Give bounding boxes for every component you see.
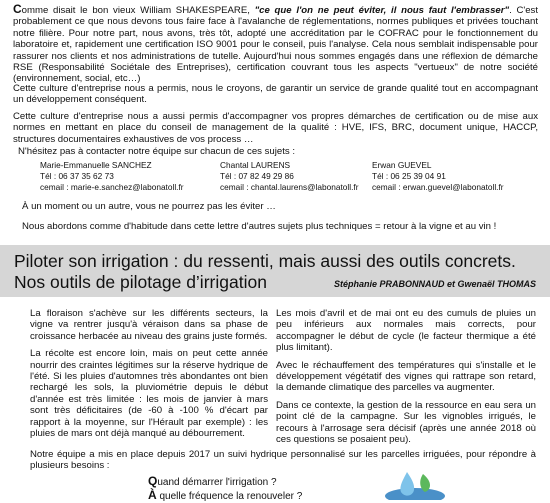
contact-name: Erwan GUEVEL: [372, 160, 432, 170]
contact-name: Chantal LAURENS: [220, 160, 291, 170]
water-drop-illustration: [385, 468, 445, 500]
intro-paragraph-6: Nous abordons comme d'habitude dans cette lettre d'autres sujets plus techniques = retour à la vigne et au vin !: [22, 221, 497, 232]
article-left-paragraph: La récolte est encore loin, mais on peut cette année nourrir des craintes légitimes sur la réserve hydrique de l'été. Si les pluies d'automnes très abondantes ont bien rechargé les sols, la pluviométrie depuis le début d'année est très limitée : les mois de janvier à mars sont très déficitaires (de -60 à -100 % d'écart par rapport à la moyenne, sur l'Hérault par exemple) : les pluies de mars ont déjà manqué au débourrement.: [30, 348, 268, 440]
need-item: Quand démarrer l'irrigation ?: [148, 474, 277, 488]
article-authors: Stéphanie PRABONNAUD et Gwenaël THOMAS: [333, 279, 536, 289]
contact-laurens: [220, 160, 358, 193]
article-header-banner: [0, 245, 550, 297]
intro-paragraph-5: À un moment ou un autre, vous ne pourrez pas les éviter …: [22, 201, 276, 212]
article-right-paragraph: Les mois d'avril et de mai ont eu des cumuls de pluies un peu inférieurs aux normales mais corrects, pour accompagner le début de cycle (le facteur thermique a été plus limitant).: [276, 308, 536, 354]
contact-sanchez: [40, 160, 184, 193]
intro-p1-start: omme disait le bon vieux William SHAKESPEARE,: [21, 5, 255, 16]
drop-cap: C: [13, 2, 22, 16]
intro-p1-rest: . C'est probablement ce que nous devons tous faire face à l'avalanche de réglementations, normes publiques et privées touchant notre filière. Pour notre part, nous avons, très tôt, adopté une accréditation par le COFRAC pour le fonctionnement du laboratoire et, rapidement une certification ISO 9001 pour le conseil, puis l'analyse. Cela nous semblait indispensable pour rassurer nos clients et nos administrations de tutelle. Aujourd'hui nous sommes engagés dans une réflexion de démarche RSE (Responsabilité Sociétale des Entreprises), certification couvrant tous les aspects "vertueux" de notre société (environnement, social, etc…): [13, 5, 539, 85]
article-right-column: [276, 308, 536, 451]
contact-tel: Tél : 07 82 49 29 86: [220, 171, 294, 181]
team-paragraph: Notre équipe a mis en place depuis 2017 un suivi hydrique personnalisé sur les parcelles irriguées, pour répondre à plusieurs besoins :: [30, 449, 536, 472]
contact-guevel: [372, 160, 504, 193]
needs-list: [148, 475, 302, 503]
contact-email[interactable]: cemail : chantal.laurens@labonatoll.fr: [220, 182, 359, 192]
intro-paragraph-4: N'hésitez pas à contacter notre équipe sur chacun de ces sujets :: [18, 146, 296, 157]
contact-email[interactable]: cemail : marie-e.sanchez@labonatoll.fr: [40, 182, 184, 192]
article-title-line-1: Piloter son irrigation : du ressenti, mais aussi des outils concrets.: [14, 251, 516, 271]
article-right-paragraph: Avec le réchauffement des températures qui s'installe et le développement végétatif des vignes qui rattrape son retard, la demande climatique des parcelles va augmenter.: [276, 359, 536, 394]
article-left-column: [30, 308, 268, 445]
shakespeare-quote: "ce que l'on ne peut éviter, il nous faut l'embrasser": [254, 5, 510, 16]
contact-name: Marie-Emmanuelle SANCHEZ: [40, 160, 152, 170]
article-title-line-2: Nos outils de pilotage d’irrigation: [14, 272, 267, 292]
contact-tel: Tél : 06 37 35 62 73: [40, 171, 114, 181]
article-right-paragraph: Dans ce contexte, la gestion de la ressource en eau sera un point clé de la campagne. Sur les vignobles irrigués, le recours à l'arrosage sera décisif (après une année 2018 où ces questions se posaient peu).: [276, 399, 536, 446]
intro-paragraph-3: Cette culture d'entreprise nous a aussi permis d'accompagner vos propres démarches de certification ou de mise aux normes en mettant en place du conseil de management de la qualité : HVE, IFS, BRC, document unique, HACCP, structures documentaires exhaustives de vos process …: [13, 111, 538, 145]
intro-paragraph-1: [13, 4, 538, 85]
intro-paragraph-2: Cette culture d'entreprise nous a permis, nous le croyons, de garantir un service de grande qualité tout en accompagnant un développement conséquent.: [13, 83, 538, 106]
article-left-paragraph: La floraison s'achève sur les différents secteurs, la vigne va rentrer jusqu'à véraison dans sa phase de croissance herbacée au niveau des grains juste formés.: [30, 308, 268, 342]
contact-tel: Tél : 06 25 39 04 91: [372, 171, 446, 181]
need-item: À quelle fréquence la renouveler ?: [148, 488, 303, 502]
contact-email[interactable]: cemail : erwan.guevel@labonatoll.fr: [372, 182, 504, 192]
